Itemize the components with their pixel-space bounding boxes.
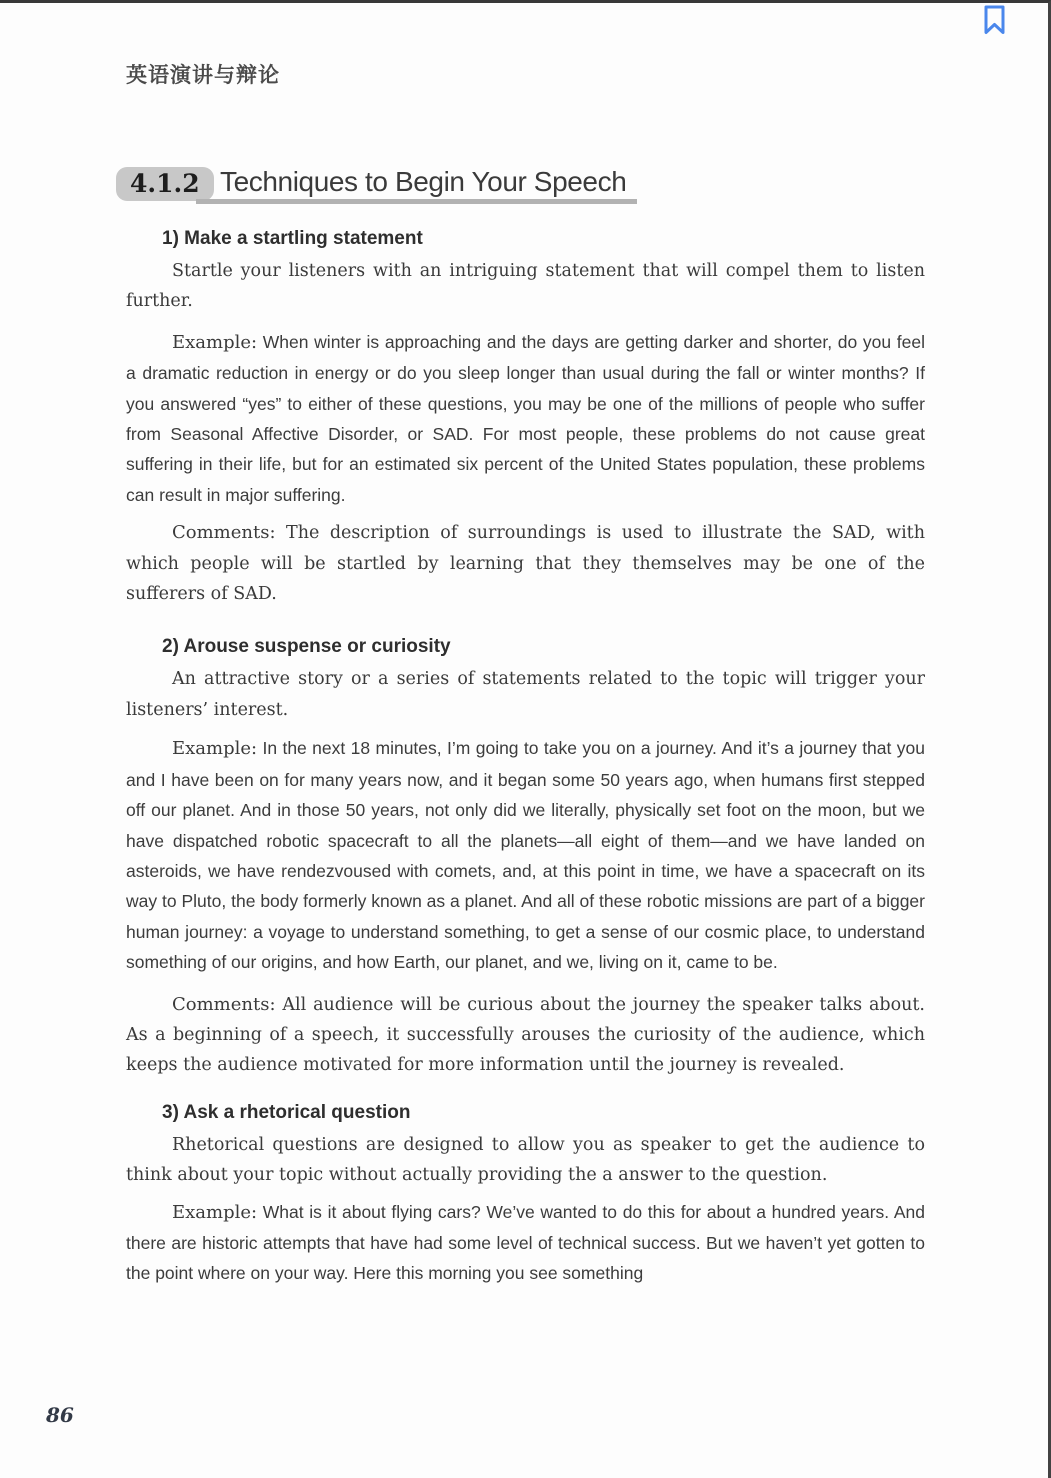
example-paragraph [126,327,925,510]
page-body [126,225,925,1289]
section-number-badge: 4.1.2 [116,167,214,201]
section-title: Techniques to Begin Your Speech [220,166,627,197]
body-paragraph: Rhetorical questions are designed to allow you as speaker to get the audience to think about your topic without actually providing the a answer to the question. [126,1134,925,1186]
comments-paragraph [126,990,925,1081]
page-number: 86 [46,1403,74,1427]
point-heading-2: 2) Arouse suspense or curiosity [162,636,451,658]
example-label: Example: [172,738,258,760]
body-paragraph: Startle your listeners with an intriguing statement that will compel them to listen further. [126,261,925,312]
comments-label: Comments: [172,993,276,1015]
book-page [0,3,1048,1478]
point-heading-3: 3) Ask a rhetorical question [162,1101,411,1123]
example-label: Example: [172,1201,258,1223]
example-text: In the next 18 minutes, I’m going to take you on a journey. And it’s a journey that you and I have been on for many years now, and it began some 50 years ago, when humans first stepped off our planet. And in those 50 years, not only did we literally, physically set foot on the moon, but we have dispatched robotic spacecraft to all the planets—all eight of them—and we have landed on asteroids, we have rendezvoused with comets, and, at this point in time, we have a spacecraft on its way to Pluto, the body formerly known as a planet. And all of these robotic missions are part of a bigger human journey: a voyage to understand something, to get a sense of our cosmic place, to understand something of our origins, and how Earth, our planet, and we, living on it, came to be. [126,738,925,973]
example-label: Example: [172,331,258,353]
section-underline [196,199,637,204]
example-text: When winter is approaching and the days are getting darker and shorter, do you feel a dramatic reduction in energy or do you sleep longer than usual during the fall or winter months? If you answered “yes” to either of these questions, you may be one of the millions of people who suffer from Seasonal Affective Disorder, or SAD. For most people, these problems do not cause great suffering in their life, but for an estimated six percent of the United States population, these problems can result in major suffering. [126,331,925,505]
comments-text: All audience will be curious about the journey the speaker talks about. As a beginning of a speech, it successfully arouses the curiosity of the audience, which keeps the audience motivated for more information until the journey is revealed. [126,994,925,1076]
book-title-header: 英语演讲与辩论 [126,64,280,87]
comments-paragraph [126,518,925,609]
example-paragraph [126,733,925,977]
body-paragraph: An attractive story or a series of statements related to the topic will trigger your listeners’ interest. [126,669,925,720]
example-text: What is it about flying cars? We’ve wanted to do this for about a hundred years. And there are historic attempts that have had some level of technical success. But we haven’t yet gotten to the point where on your way. Here this morning you see something [126,1201,925,1284]
bookmark-icon[interactable] [982,5,1007,35]
section-header [116,163,637,204]
point-heading-1: 1) Make a startling statement [162,228,423,249]
example-paragraph [126,1197,925,1289]
comments-label: Comments: [172,522,276,544]
comments-text: The description of surroundings is used to illustrate the SAD, with which people will be startled by learning that they themselves may be one of the sufferers of SAD. [126,523,925,605]
